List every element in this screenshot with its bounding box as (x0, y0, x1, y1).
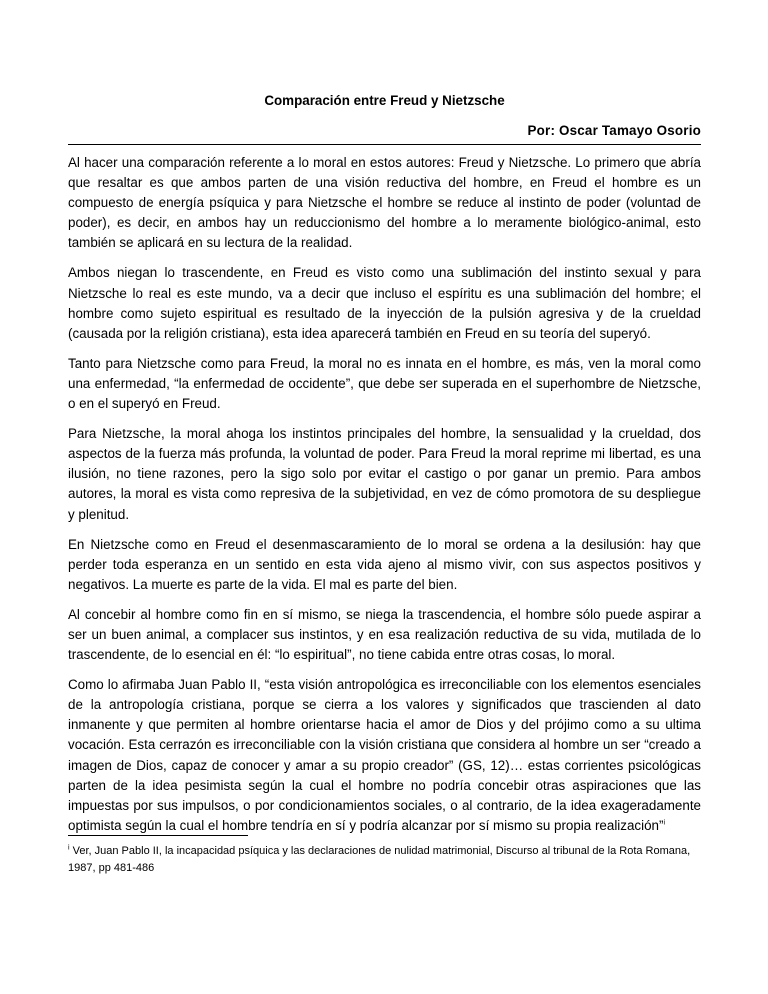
document-body (68, 153, 701, 846)
paragraph-7-text: Como lo afirmaba Juan Pablo II, “esta visión antropológica es irreconciliable con los elementos esenciales de la antropología cristiana, porque se cierra a los valores y significados que trascienden al dato inmanente y que permiten al hombre orientarse hacia el amor de Dios y del prójimo como a su ultima vocación. Esta cerrazón es irreconciliable con la visión cristiana que considera al hombre un ser “creado a imagen de Dios, capaz de conocer y amar a su propio creador” (GS, 12)… estas corrientes psicológicas parten de la idea pesimista según la cual el hombre no podría concebir otras aspiraciones que las impuestas por sus impulsos, o por condicionamientos sociales, o al contrario, de la idea exageradamente optimista según la cual el hombre tendría en sí y podría alcanzar por sí mismo su propia realización” (68, 677, 701, 833)
paragraph-4: Para Nietzsche, la moral ahoga los instintos principales del hombre, la sensualidad y la crueldad, dos aspectos de la fuerza más profunda, la voluntad de poder. Para Freud la moral reprime mi libertad, es una ilusión, no tiene razones, pero la sigo solo por evitar el castigo o por ganar un premio. Para ambos autores, la moral es vista como represiva de la subjetividad, en vez de cómo promotora de su despliegue y plenitud. (68, 426, 701, 522)
footnote-reference[interactable]: i (663, 819, 665, 827)
footnote-marker: i (68, 844, 70, 852)
paragraph-7 (68, 675, 701, 836)
paragraph-6: Al concebir al hombre como fin en sí mismo, se niega la trascendencia, el hombre sólo puede aspirar a ser un buen animal, a complacer sus instintos, y en esa realización reductiva de su vida, mutilada de lo trascendente, de lo esencial en él: “lo espiritual”, no tiene cabida entre otras cosas, lo moral. (68, 606, 701, 663)
author-line: Por: Oscar Tamayo Osorio (527, 123, 701, 138)
document-title: Comparación entre Freud y Nietzsche (264, 93, 505, 108)
paragraph-3: Tanto para Nietzsche como para Freud, la moral no es innata en el hombre, es más, ven la moral como una enfermedad, “la enfermedad de occidente”, que debe ser superada en el superhombre de Nietzsche, o en el superyó en Freud. (68, 355, 701, 412)
footnote-divider (68, 835, 248, 836)
paragraph-2: Ambos niegan lo trascendente, en Freud es visto como una sublimación del instinto sexual y para Nietzsche lo real es este mundo, va a decir que incluso el espíritu es una sublimación del hombre; el hombre como sujeto espiritual es resultado de la inyección de la pulsión agresiva y de la crueldad (causada por la religión cristiana), esta idea aparecerá también en Freud en su teoría del superyó. (68, 265, 701, 341)
header-divider (68, 144, 701, 145)
footnote (68, 843, 701, 877)
paragraph-1: Al hacer una comparación referente a lo moral en estos autores: Freud y Nietzsche. Lo primero que abría que resaltar es que ambos parten de una visión reductiva del hombre, en Freud el hombre es un compuesto de energía psíquica y para Nietzsche el hombre se reduce al instinto de poder (voluntad de poder), es decir, en ambos hay un reduccionismo del hombre a lo meramente biológico-animal, esto también se aplicará en su lectura de la realidad. (68, 155, 701, 251)
footnote-text: Ver, Juan Pablo II, la incapacidad psíquica y las declaraciones de nulidad matrimonial, Discurso al tribunal de la Rota Romana, 1987, pp 481-486 (68, 845, 691, 874)
paragraph-5: En Nietzsche como en Freud el desenmascaramiento de lo moral se ordena a la desilusión: hay que perder toda esperanza en un sentido en esta vida ajeno al mismo vivir, con sus aspectos positivos y negativos. La muerte es parte de la vida. El mal es parte del bien. (68, 536, 701, 592)
